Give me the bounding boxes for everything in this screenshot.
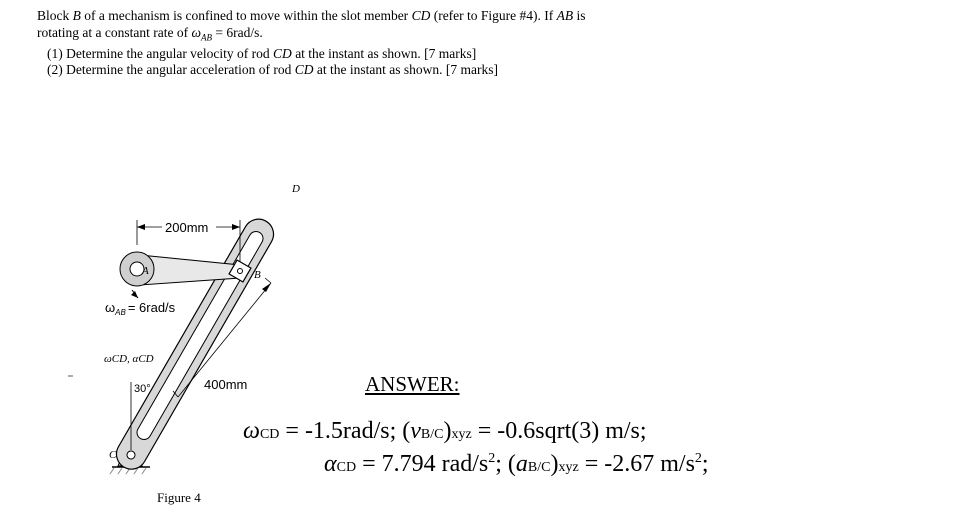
answer-title: ANSWER: xyxy=(365,372,460,396)
label-C: C xyxy=(109,449,117,461)
question-1: (1) Determine the angular velocity of rod CD at the instant as shown. [7 marks] xyxy=(47,45,477,61)
label-200mm: 200mm xyxy=(165,220,209,235)
figure-caption: Figure 4 xyxy=(157,490,201,505)
answer-line-1: ωCD = -1.5rad/s; (vB/C)xyz = -0.6sqrt(3) m/s; xyxy=(243,418,647,444)
label-400mm: 400mm xyxy=(204,377,248,392)
pin-B xyxy=(238,269,243,274)
label-A: A xyxy=(142,265,149,277)
question-2: (2) Determine the angular acceleration of rod CD at the instant as shown. [7 marks] xyxy=(47,62,498,78)
problem-line-2: rotating at a constant rate of $\omega_{AB} = 6rad/s$. xyxy=(37,24,263,43)
crank-wheel-A xyxy=(120,252,154,286)
rotation-arrowhead xyxy=(131,291,138,298)
omega-ab-label: $\omega_{AB} = 6rad/s$ xyxy=(105,300,176,317)
problem-line-1: Block B of a mechanism is confined to move within the slot member CD (refer to Figure #4). If AB is xyxy=(37,8,586,23)
label-B: B xyxy=(254,269,261,281)
answer-line-2: αCD = 7.794 rad/$s^2$; (aB/C)xyz = -2.67 $m/s^2$; xyxy=(324,451,709,477)
label-D: D xyxy=(292,183,300,195)
angle-label: 30° xyxy=(134,383,151,395)
omega-alpha-cd-label: ωCD, αCD xyxy=(104,353,154,365)
